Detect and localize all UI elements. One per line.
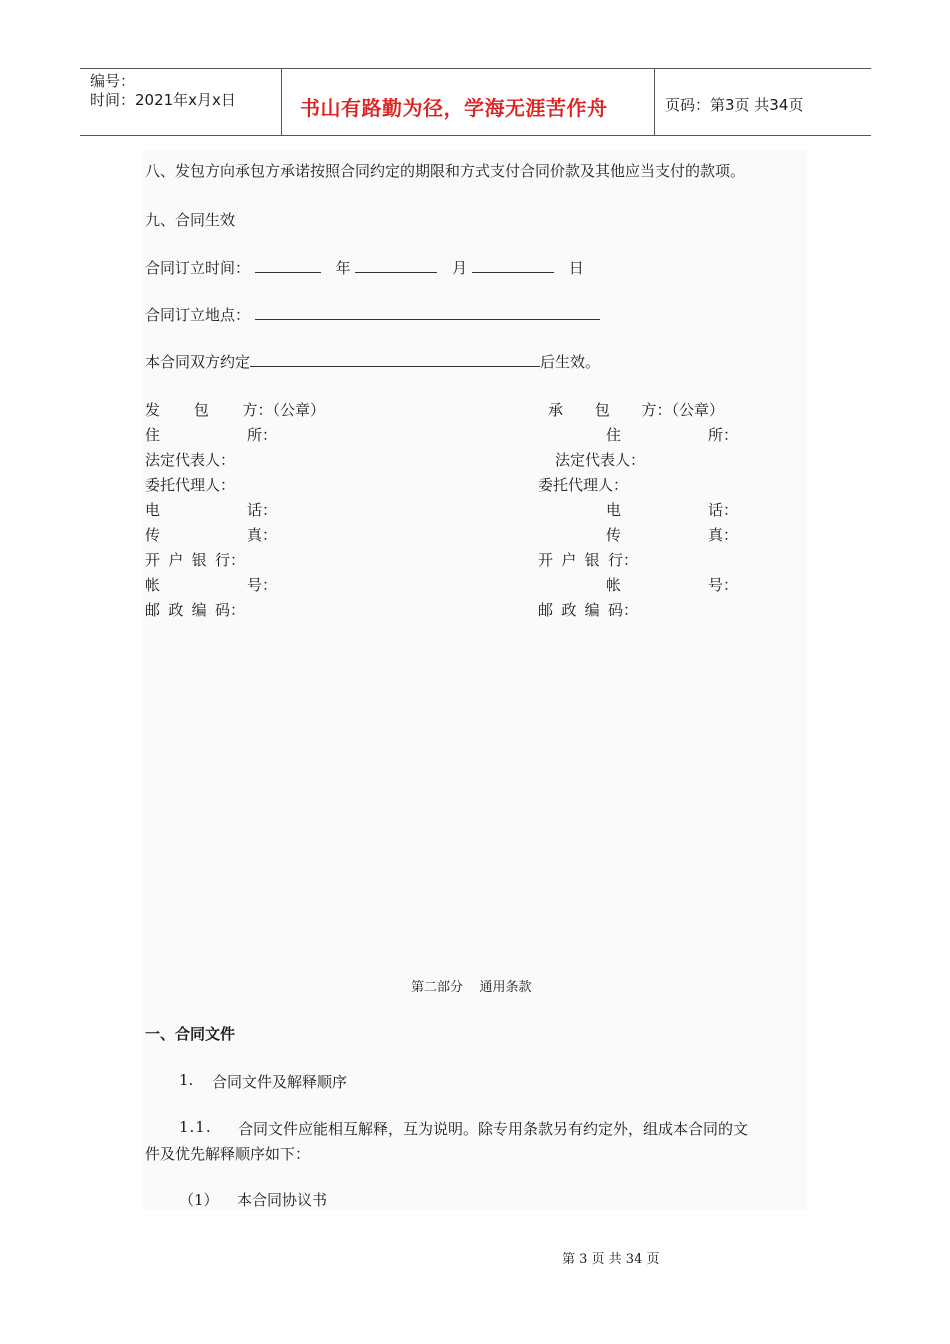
effective-blank [250,352,540,367]
item-1-1-text-line1: 合同文件应能相互解释，互为说明。除专用条款另有约定外，组成本合同的文 [238,1120,749,1138]
day-blank [472,258,554,273]
right-account-row: 帐 号： [606,576,738,594]
left-bank-row: 开 户 银 行： [145,551,245,569]
right-contractor-row: 承 包 方：（公章） [548,401,724,419]
left-agent: 委托代理人： [145,476,236,494]
sign-place-blank [255,305,600,320]
header-page-label: 页码：第3页 共34页 [665,96,804,114]
item-1-num: 1. [179,1071,194,1089]
left-address-row: 住 所： [145,426,277,444]
sub-1-text: 本合同协议书 [237,1191,328,1209]
sign-time-label: 合同订立时间： [145,259,251,277]
clause-nine-heading: 九、合同生效 [145,211,236,229]
left-legal-rep: 法定代表人： [145,451,236,469]
header-divider-left [281,69,282,136]
sign-place-label: 合同订立地点： [145,306,251,324]
sign-time-row [145,257,584,278]
effective-row [145,351,600,372]
effective-prefix: 本合同双方约定 [145,353,251,371]
header-time-label: 时间：2021年x月x日 [90,91,236,109]
footer-page-number: 第 3 页 共 34 页 [562,1252,660,1267]
right-postcode-row: 邮 政 编 码： [538,601,638,619]
section-one-heading: 一、合同文件 [145,1025,236,1043]
header-top-rule [80,68,871,69]
month-blank [355,258,437,273]
item-1-1-num: 1.1. [179,1118,212,1136]
clause-eight: 八、发包方向承包方承诺按照合同约定的期限和方式支付合同价款及其他应当支付的款项。 [145,162,746,180]
right-agent: 委托代理人： [538,476,629,494]
year-label: 年 [335,259,351,277]
sign-place-row [145,304,600,325]
header-motto: 书山有路勤为径，学海无涯苦作舟 [300,96,608,120]
left-postcode-row: 邮 政 编 码： [145,601,245,619]
header-number-label: 编号： [90,72,136,90]
header-bottom-rule [80,135,871,136]
month-label: 月 [452,259,468,277]
left-employer-row: 发 包 方：（公章） [145,401,325,419]
right-legal-rep: 法定代表人： [555,451,646,469]
right-fax-row: 传 真： [606,526,738,544]
item-1-1-text-line2: 件及优先解释顺序如下： [145,1145,311,1163]
item-1-text: 合同文件及解释顺序 [212,1073,348,1091]
year-blank [255,258,321,273]
right-bank-row: 开 户 银 行： [538,551,638,569]
left-fax-row: 传 真： [145,526,277,544]
sub-1-num: （1） [179,1191,219,1209]
effective-suffix: 后生效。 [540,353,601,371]
left-account-row: 帐 号： [145,576,277,594]
day-label: 日 [568,259,584,277]
part-two-title: 第二部分 通用条款 [411,980,532,995]
header-divider-right [654,69,655,136]
left-phone-row: 电 话： [145,501,277,519]
right-phone-row: 电 话： [606,501,738,519]
right-address-row: 住 所： [606,426,738,444]
